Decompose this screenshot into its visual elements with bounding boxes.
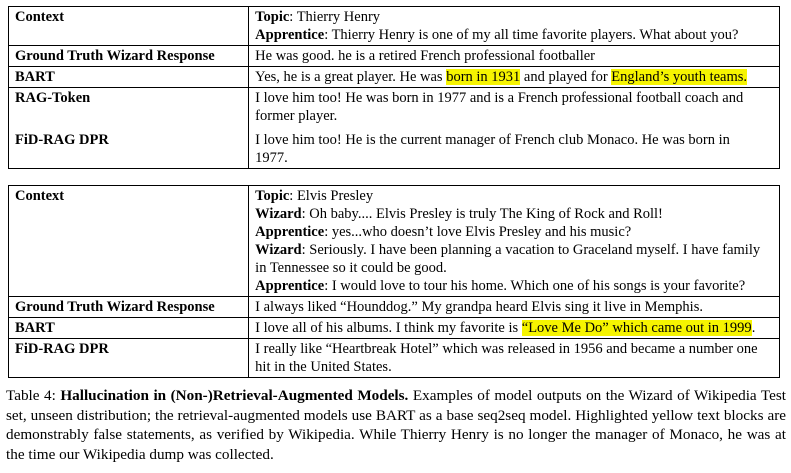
rag-token-response-line: I love him too! He was born in 1977 and is a French professional football coach and bbox=[255, 90, 744, 106]
caption-body: Examples of model outputs on the Wizard of Wikipedia Test set, unseen distribution; the retrieval-augmented models use BART as a base seq2seq model. Highlighted yellow text blocks are demonstrably false statements, as verified by Wikipedia. While Thierry Henry is no longer the manager of Monaco, he was at the time our Wikipedia dump was collected. bbox=[6, 387, 786, 463]
context-cell bbox=[249, 186, 780, 297]
wizard-text: : Oh baby.... Elvis Presley is truly The King of Rock and Roll! bbox=[301, 206, 663, 222]
example-table-elvis-presley bbox=[8, 185, 780, 378]
bart-text: I love all of his albums. I think my favorite is bbox=[255, 320, 522, 336]
row-label-bart: BART bbox=[9, 67, 249, 88]
table-row bbox=[9, 318, 780, 339]
apprentice-line bbox=[255, 223, 775, 241]
topic-value: : Elvis Presley bbox=[289, 188, 374, 204]
table-row bbox=[9, 46, 780, 67]
caption-title: Hallucination in (Non-)Retrieval-Augmented Models. bbox=[60, 387, 409, 404]
apprentice-text: : I would love to tour his home. Which one of his songs is your favorite? bbox=[324, 278, 746, 294]
fid-response-line: I really like “Heartbreak Hotel” which was released in 1956 and became a number one bbox=[255, 341, 758, 357]
false-statement-highlight: England’s youth teams. bbox=[611, 69, 748, 85]
false-statement-highlight: “Love Me Do” which came out in 1999 bbox=[521, 320, 752, 336]
fid-response bbox=[249, 339, 780, 378]
topic-line bbox=[255, 187, 775, 205]
row-label-context: Context bbox=[9, 186, 249, 297]
table-row bbox=[9, 297, 780, 318]
bart-response bbox=[249, 67, 780, 88]
fid-response-line: hit in the United States. bbox=[255, 359, 392, 375]
table-row bbox=[9, 7, 780, 46]
row-labels-retrieval-models bbox=[9, 88, 249, 169]
bart-response bbox=[249, 318, 780, 339]
apprentice-text: : Thierry Henry is one of my all time favorite players. What about you? bbox=[324, 27, 739, 43]
row-label-bart: BART bbox=[9, 318, 249, 339]
apprentice-text: : yes...who doesn’t love Elvis Presley and his music? bbox=[324, 224, 632, 240]
wizard-line bbox=[255, 241, 775, 259]
wizard-text: : Seriously. I have been planning a vacation to Graceland myself. I have family bbox=[301, 242, 761, 258]
table-row bbox=[9, 67, 780, 88]
bart-text: . bbox=[751, 320, 756, 336]
wizard-line-continued: in Tennessee so it could be good. bbox=[255, 260, 447, 276]
ground-truth-response: I always liked “Hounddog.” My grandpa heard Elvis sing it live in Memphis. bbox=[249, 297, 780, 318]
example-table-thierry-henry bbox=[8, 6, 780, 169]
retrieval-model-responses bbox=[249, 88, 780, 169]
context-cell bbox=[249, 7, 780, 46]
rag-token-response-line: former player. bbox=[255, 108, 338, 124]
topic-value: : Thierry Henry bbox=[289, 9, 381, 25]
bart-text: and played for bbox=[520, 69, 612, 85]
caption-prefix: Table 4: bbox=[6, 387, 61, 404]
row-label-fid-rag-dpr: FiD-RAG DPR bbox=[9, 339, 249, 378]
topic-label: Topic bbox=[255, 188, 290, 204]
ground-truth-response: He was good. he is a retired French professional footballer bbox=[249, 46, 780, 67]
topic-line bbox=[255, 8, 775, 26]
wizard-label: Wizard bbox=[255, 206, 302, 222]
wizard-label: Wizard bbox=[255, 242, 302, 258]
row-label-context: Context bbox=[9, 7, 249, 46]
apprentice-line bbox=[255, 277, 775, 295]
wizard-line bbox=[255, 205, 775, 223]
row-label-ground-truth: Ground Truth Wizard Response bbox=[9, 297, 249, 318]
row-label-fid-rag-dpr: FiD-RAG DPR bbox=[15, 132, 109, 148]
table-caption bbox=[6, 386, 786, 464]
fid-response-line: I love him too! He is the current manager of French club Monaco. He was born in bbox=[255, 132, 730, 148]
bart-text: Yes, he is a great player. He was bbox=[255, 69, 447, 85]
apprentice-line bbox=[255, 26, 775, 44]
apprentice-label: Apprentice bbox=[255, 224, 325, 240]
topic-label: Topic bbox=[255, 9, 290, 25]
apprentice-label: Apprentice bbox=[255, 278, 325, 294]
apprentice-label: Apprentice bbox=[255, 27, 325, 43]
false-statement-highlight: born in 1931 bbox=[446, 69, 521, 85]
table-row bbox=[9, 339, 780, 378]
table-row bbox=[9, 186, 780, 297]
row-label-rag-token: RAG-Token bbox=[15, 90, 91, 106]
table-row bbox=[9, 88, 780, 169]
row-label-ground-truth: Ground Truth Wizard Response bbox=[9, 46, 249, 67]
fid-response-line: 1977. bbox=[255, 150, 288, 166]
